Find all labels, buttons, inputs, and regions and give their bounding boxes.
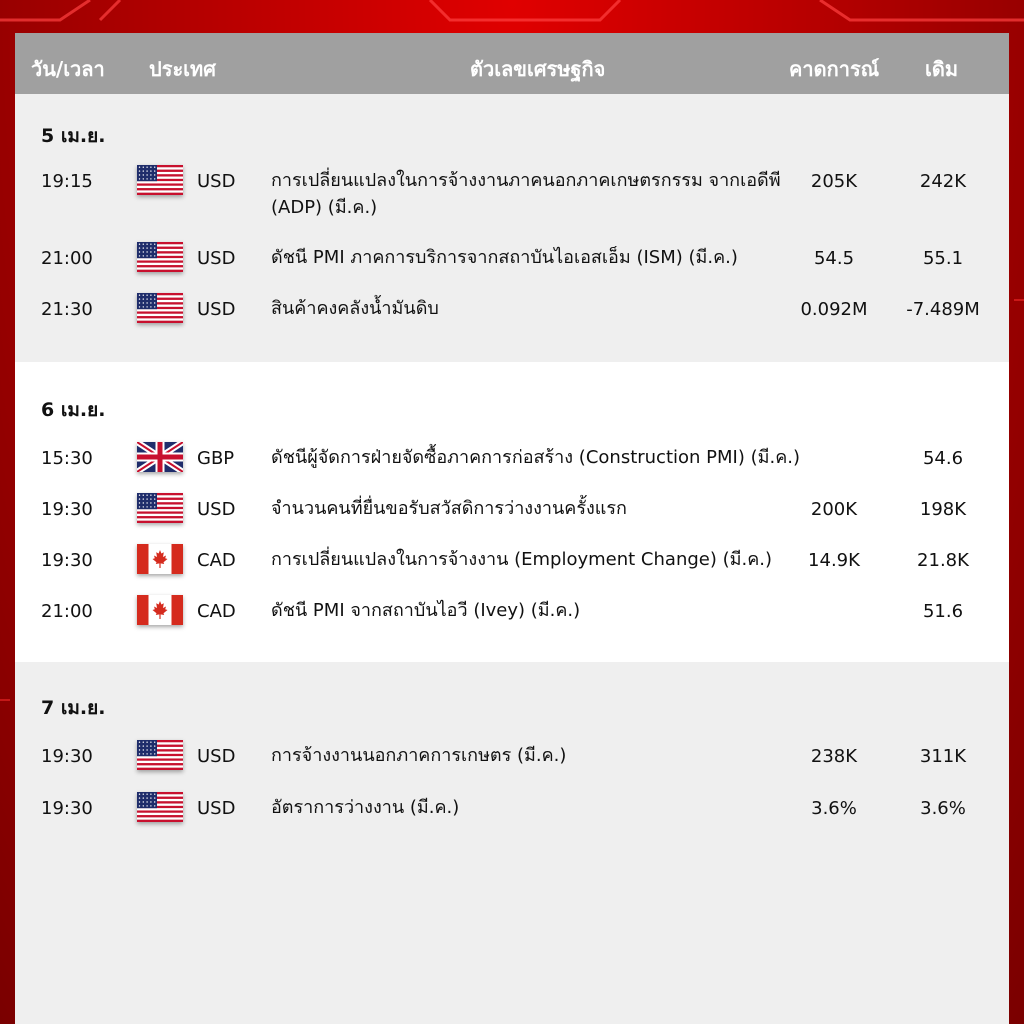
event-time: 21:00: [41, 601, 93, 622]
event-forecast: 54.5: [813, 248, 855, 269]
event-currency: CAD: [197, 550, 236, 571]
event-name: การเปลี่ยนแปลงในการจ้างงาน (Employment Change) (มี.ค.): [271, 549, 772, 570]
event-previous: 55.1: [922, 248, 964, 269]
event-name: การจ้างงานนอกภาคการเกษตร (มี.ค.): [271, 745, 567, 766]
table-row: [15, 601, 1009, 641]
table-header: [15, 33, 1009, 94]
event-forecast: 14.9K: [808, 550, 860, 571]
table-row: [15, 448, 1009, 488]
event-currency: GBP: [197, 448, 235, 469]
header-datetime: วัน/เวลา: [31, 57, 105, 81]
us-flag-icon: [137, 792, 183, 822]
event-forecast: 0.092M: [800, 299, 868, 320]
ca-flag-icon: [137, 595, 183, 625]
table-row: [15, 170, 1009, 218]
event-previous: 21.8K: [917, 550, 969, 571]
us-flag-icon: [137, 165, 183, 195]
event-previous: 242K: [919, 171, 967, 192]
event-time: 19:30: [41, 499, 93, 520]
event-currency: USD: [197, 248, 236, 269]
event-previous: 198K: [919, 499, 967, 520]
event-name: สินค้าคงคลังน้ำมันดิบ: [271, 298, 439, 319]
event-forecast: 205K: [810, 171, 858, 192]
us-flag-icon: [137, 493, 183, 523]
event-previous: -7.489M: [906, 299, 980, 320]
day-section: [15, 94, 1009, 362]
table-row: [15, 248, 1009, 288]
event-time: 19:30: [41, 550, 93, 571]
event-time: 19:15: [41, 171, 93, 192]
us-flag-icon: [137, 740, 183, 770]
event-time: 19:30: [41, 746, 93, 767]
event-forecast: 200K: [810, 499, 858, 520]
event-name: ดัชนี PMI ภาคการบริการจากสถาบันไอเอสเอ็ม (ISM) (มี.ค.): [271, 247, 738, 268]
day-date: 5 เม.ย.: [41, 125, 106, 147]
event-currency: USD: [197, 499, 236, 520]
event-currency: CAD: [197, 601, 236, 622]
event-name: อัตราการว่างงาน (มี.ค.): [271, 797, 460, 818]
event-name: การเปลี่ยนแปลงในการจ้างงานภาคนอกภาคเกษตรกรรม จากเอดีพี (ADP) (มี.ค.): [271, 170, 781, 218]
event-time: 15:30: [41, 448, 93, 469]
event-currency: USD: [197, 299, 236, 320]
event-currency: USD: [197, 746, 236, 767]
day-section: [15, 362, 1009, 662]
event-currency: USD: [197, 171, 236, 192]
day-section: [15, 662, 1009, 1024]
event-previous: 54.6: [922, 448, 964, 469]
event-previous: 51.6: [922, 601, 964, 622]
table-row: [15, 798, 1009, 838]
economic-calendar-panel: [15, 33, 1009, 1024]
us-flag-icon: [137, 242, 183, 272]
event-name: ดัชนี PMI จากสถาบันไอวี (Ivey) (มี.ค.): [271, 600, 581, 621]
table-row: [15, 299, 1009, 339]
table-row: [15, 499, 1009, 539]
event-name: ดัชนีผู้จัดการฝ่ายจัดซื้อภาคการก่อสร้าง (Construction PMI) (มี.ค.): [271, 447, 800, 468]
us-flag-icon: [137, 293, 183, 323]
event-name: จำนวนคนที่ยื่นขอรับสวัสดิการว่างงานครั้งแรก: [271, 498, 627, 519]
event-forecast: 238K: [810, 746, 858, 767]
header-country: ประเทศ: [149, 57, 216, 81]
event-previous: 3.6%: [920, 798, 966, 819]
uk-flag-icon: [137, 442, 183, 472]
event-time: 21:00: [41, 248, 93, 269]
day-date: 7 เม.ย.: [41, 697, 106, 719]
table-row: [15, 746, 1009, 786]
header-indicator: ตัวเลขเศรษฐกิจ: [470, 57, 606, 81]
event-currency: USD: [197, 798, 236, 819]
event-time: 19:30: [41, 798, 93, 819]
event-previous: 311K: [919, 746, 967, 767]
event-time: 21:30: [41, 299, 93, 320]
event-forecast: 3.6%: [811, 798, 857, 819]
header-forecast: คาดการณ์: [789, 57, 880, 81]
header-previous: เดิม: [925, 57, 959, 81]
ca-flag-icon: [137, 544, 183, 574]
day-date: 6 เม.ย.: [41, 399, 106, 421]
table-row: [15, 550, 1009, 590]
